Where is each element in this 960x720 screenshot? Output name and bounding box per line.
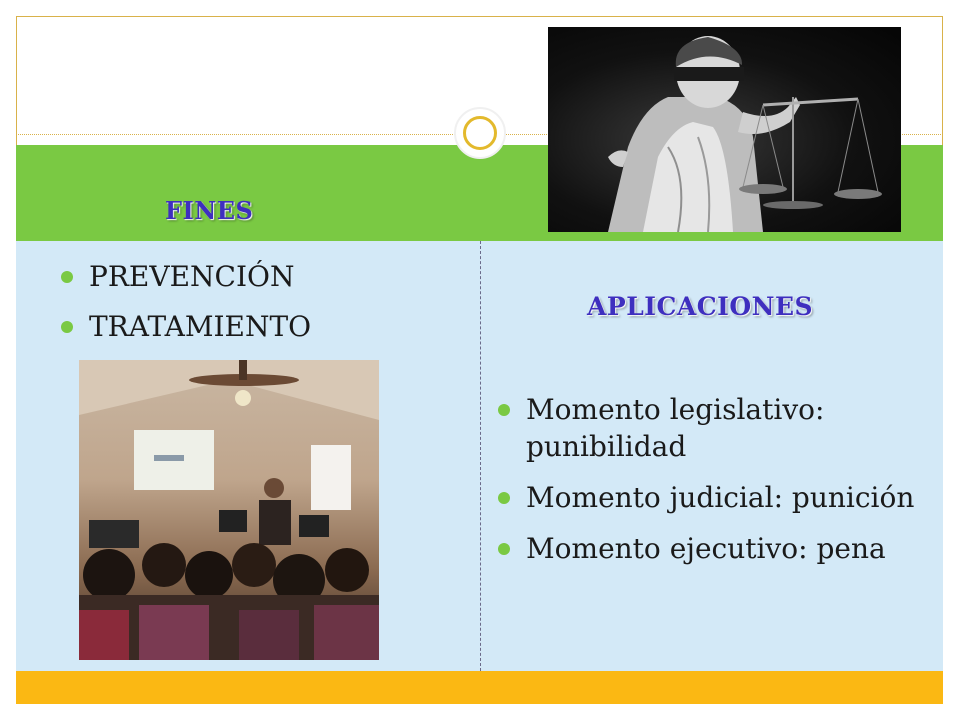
justice-photo <box>548 27 901 232</box>
aplicaciones-heading: APLICACIONES <box>587 292 814 321</box>
column-divider <box>480 241 481 671</box>
fines-item-tratamiento: TRATAMIENTO <box>61 302 311 352</box>
fines-item-prevencion: PREVENCIÓN <box>61 252 311 302</box>
aplicaciones-item-ejecutivo: Momento ejecutivo: pena <box>498 530 918 567</box>
footer-band <box>16 671 943 704</box>
fines-heading: FINES <box>165 196 254 225</box>
aplicaciones-item-judicial: Momento judicial: punición <box>498 479 918 516</box>
ring-ornament-icon <box>454 107 506 159</box>
fines-list <box>61 252 311 352</box>
classroom-photo <box>79 360 379 660</box>
aplicaciones-item-legislativo: Momento legislativo: punibilidad <box>498 391 918 465</box>
aplicaciones-list <box>498 391 918 581</box>
classroom-photo-illustration <box>79 360 379 660</box>
justice-photo-illustration <box>548 27 901 232</box>
